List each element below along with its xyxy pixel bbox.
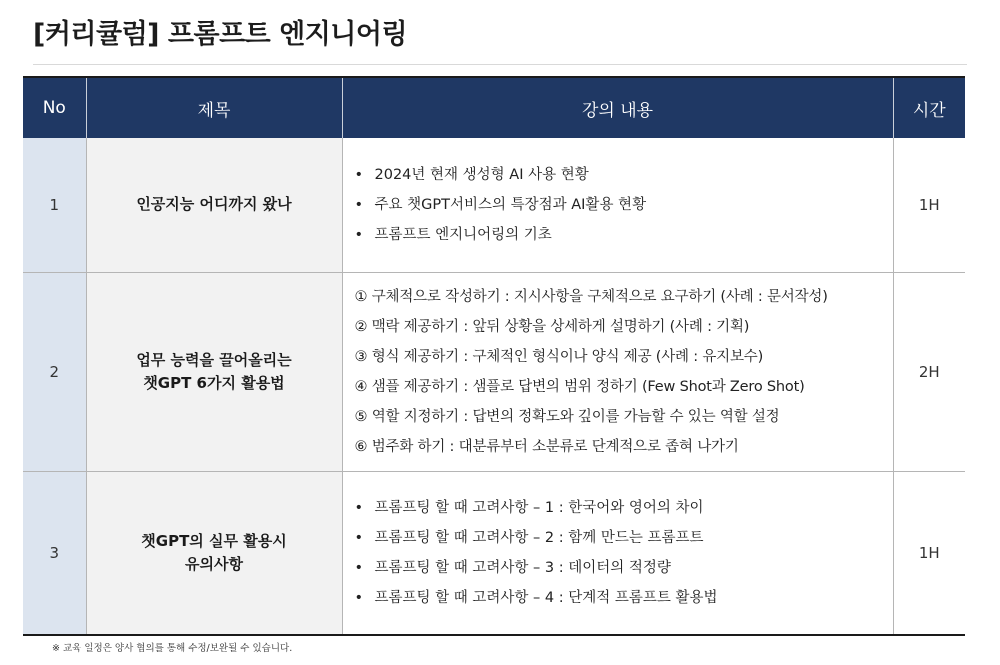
list-item: ① 구체적으로 작성하기 : 지시사항을 구체적으로 요구하기 (사례 : 문서작성): [354, 288, 828, 305]
row-title-line: 인공지능 어디까지 왔나: [136, 195, 292, 214]
row-time: 1H: [893, 138, 965, 272]
row-title-line: 업무 능력을 끌어올리는: [136, 350, 292, 369]
row-time: 2H: [893, 272, 965, 471]
list-item: • 주요 챗GPT서비스의 특장점과 AI활용 현황: [355, 190, 881, 220]
list-item: ③ 형식 제공하기 : 구체적인 형식이나 양식 제공 (사례 : 유지보수): [354, 348, 764, 365]
content-list: [355, 493, 881, 613]
row-content: [342, 471, 893, 635]
list-item: • 프롬프팅 할 때 고려사항 – 1 : 한국어와 영어의 차이: [355, 493, 881, 523]
row-title-line: 챗GPT의 실무 활용시: [141, 531, 287, 550]
row-number: 2: [23, 272, 86, 471]
list-item: ② 맥락 제공하기 : 앞뒤 상황을 상세하게 설명하기 (사례 : 기획): [354, 318, 750, 335]
row-title: [86, 471, 342, 635]
row-title: [86, 272, 342, 471]
table-row: [23, 471, 965, 635]
row-title-line: 유의사항: [185, 554, 243, 573]
footnote: ※ 교육 일정은 양사 협의를 통해 수정/보완될 수 있습니다.: [52, 643, 293, 654]
list-item: • 프롬프팅 할 때 고려사항 – 3 : 데이터의 적정량: [355, 553, 881, 583]
table-header-row: [23, 77, 965, 138]
page-title: [커리큘럼] 프롬프트 엔지니어링: [33, 19, 408, 50]
list-item: • 프롬프팅 할 때 고려사항 – 4 : 단계적 프롬프트 활용법: [355, 583, 881, 613]
row-number: 1: [23, 138, 86, 272]
list-item: • 프롬프팅 할 때 고려사항 – 2 : 함께 만드는 프롬프트: [355, 523, 881, 553]
header-title: 제목: [86, 77, 342, 138]
row-content: [342, 272, 893, 471]
list-item: ⑥ 범주화 하기 : 대분류부터 소분류로 단계적으로 좁혀 나가기: [354, 438, 739, 455]
content-list: [355, 160, 881, 250]
list-item: • 프롬프트 엔지니어링의 기초: [355, 220, 881, 250]
list-item: ④ 샘플 제공하기 : 샘플로 답변의 범위 정하기 (Few Shot과 Zero Shot): [354, 378, 805, 395]
row-number: 3: [23, 471, 86, 635]
row-title-line: 챗GPT 6가지 활용법: [143, 373, 285, 392]
curriculum-table: [23, 76, 965, 636]
content-list: [355, 282, 881, 462]
header-time: 시간: [893, 77, 965, 138]
header-no: No: [23, 77, 86, 138]
row-time: 1H: [893, 471, 965, 635]
header-content: 강의 내용: [342, 77, 893, 138]
row-content: [342, 138, 893, 272]
table-row: [23, 272, 965, 471]
list-item: • 2024년 현재 생성형 AI 사용 현황: [355, 160, 881, 190]
row-title: [86, 138, 342, 272]
title-divider: [33, 64, 967, 65]
table-row: [23, 138, 965, 272]
list-item: ⑤ 역할 지정하기 : 답변의 정확도와 깊이를 가늠할 수 있는 역할 설정: [354, 408, 780, 425]
